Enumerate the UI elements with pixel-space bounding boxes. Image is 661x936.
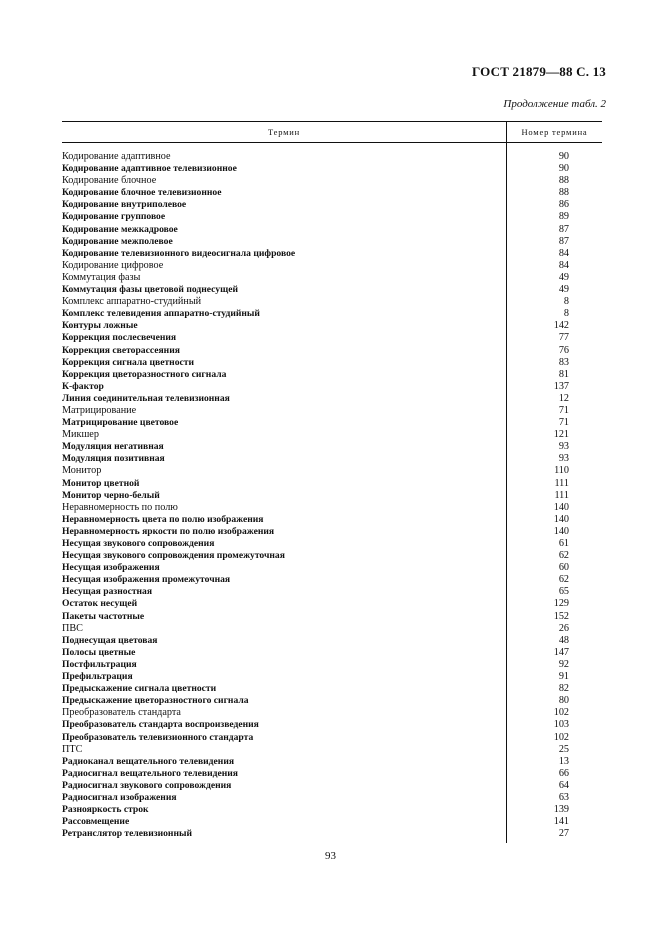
table-row [62,792,602,804]
term-number-cell: 142 [553,320,569,332]
table-row [62,272,602,284]
term-cell: Рассовмещение [62,816,130,828]
terms-table [62,121,602,840]
table-row [62,562,602,574]
term-number-cell: 92 [558,658,569,670]
term-cell: Полосы цветные [62,646,136,658]
term-number-cell: 140 [553,501,569,513]
term-cell: Коррекция светорассеяния [62,344,180,356]
term-number-cell: 49 [558,284,569,296]
table-row [62,574,602,586]
table-row [62,296,602,308]
term-cell: Коррекция послесвечения [62,332,177,344]
term-number-cell: 77 [558,332,569,344]
term-number-cell: 90 [558,163,569,175]
term-number-cell: 89 [558,211,569,223]
term-number-cell: 63 [558,791,569,803]
term-number-cell: 87 [558,235,569,247]
term-number-cell: 87 [558,223,569,235]
table-row [62,635,602,647]
term-cell: Кодирование адаптивное телевизионное [62,163,237,175]
term-number-cell: 82 [558,683,569,695]
term-cell: Преобразователь стандарта воспроизведения [62,719,259,731]
table-row [62,357,602,369]
term-cell: К-фактор [62,380,104,392]
term-cell: Монитор черно-белый [62,489,160,501]
term-number-cell: 64 [558,779,569,791]
table-row [62,405,602,417]
table-row [62,308,602,320]
term-cell: Монитор цветной [62,477,140,489]
term-cell: Кодирование блочное [62,175,157,187]
table-row [62,163,602,175]
term-cell: Модуляция позитивная [62,453,165,465]
table-row [62,611,602,623]
term-number-cell: 88 [558,187,569,199]
term-cell: Кодирование блочное телевизионное [62,187,222,199]
term-cell: Кодирование цифровое [62,259,164,271]
term-number-cell: 65 [558,586,569,598]
table-row [62,804,602,816]
table-row [62,260,602,272]
term-number-cell: 111 [554,477,569,489]
term-number-cell: 102 [553,731,569,743]
term-cell: Преобразователь телевизионного стандарта [62,731,254,743]
term-number-cell: 139 [553,804,569,816]
table-row [62,538,602,550]
term-number-cell: 147 [553,646,569,658]
term-cell: Коммутация фазы цветовой поднесущей [62,284,238,296]
term-cell: Коррекция цветоразностного сигнала [62,368,227,380]
table-row [62,732,602,744]
term-number-cell: 111 [554,489,569,501]
table-row [62,623,602,635]
term-cell: Кодирование межполевое [62,235,173,247]
term-cell: Кодирование межкадровое [62,223,178,235]
table-row [62,719,602,731]
term-number-cell: 66 [558,767,569,779]
table-continuation-note: Продолжение табл. 2 [503,98,606,110]
term-number-cell: 129 [553,598,569,610]
table-row [62,526,602,538]
table-row [62,441,602,453]
term-number-cell: 91 [558,671,569,683]
term-number-cell: 62 [558,574,569,586]
table-row [62,187,602,199]
term-cell: Постфильтрация [62,658,137,670]
column-header-term: Термин [267,127,301,137]
table-row [62,175,602,187]
term-cell: Неравномерность цвета по полю изображения [62,513,264,525]
table-header [62,121,602,143]
term-cell: ПВС [62,622,83,634]
table-body [62,143,602,840]
term-cell: Ретранслятор телевизионный [62,828,193,840]
table-row [62,393,602,405]
table-row [62,332,602,344]
table-row [62,248,602,260]
table-row [62,647,602,659]
table-row [62,490,602,502]
document-header: ГОСТ 21879—88 С. 13 [472,64,606,79]
term-number-cell: 12 [558,392,569,404]
term-number-cell: 60 [558,562,569,574]
table-row [62,199,602,211]
term-number-cell: 83 [558,356,569,368]
term-number-cell: 103 [553,719,569,731]
term-number-cell: 61 [558,538,569,549]
term-number-cell: 88 [558,175,569,187]
table-row [62,502,602,514]
term-cell: Коммутация фазы [62,271,141,283]
term-cell: Несущая изображения [62,562,160,574]
term-number-cell: 27 [558,828,569,840]
term-cell: Матрицирование цветовое [62,417,179,429]
term-number-cell: 8 [563,308,569,320]
table-row [62,429,602,441]
term-number-cell: 8 [563,296,569,308]
table-row [62,744,602,756]
term-cell: Коррекция сигнала цветности [62,356,195,368]
term-cell: Несущая изображения промежуточная [62,574,231,586]
term-cell: Радиоканал вещательного телевидения [62,755,235,767]
term-number-cell: 26 [558,622,569,634]
table-row [62,369,602,381]
table-row [62,236,602,248]
table-row [62,780,602,792]
table-row [62,284,602,296]
term-number-cell: 84 [558,259,569,271]
table-row [62,478,602,490]
table-row [62,224,602,236]
term-cell: Комплекс телевидения аппаратно-студийный [62,308,260,320]
term-cell: Предыскажение сигнала цветности [62,683,217,695]
term-cell: Остаток несущей [62,598,138,610]
page-number: 93 [325,850,336,862]
term-number-cell: 81 [558,368,569,380]
term-cell: ПТС [62,743,83,755]
table-row [62,756,602,768]
term-cell: Радиосигнал изображения [62,791,177,803]
term-number-cell: 93 [558,453,569,465]
term-cell: Несущая разностная [62,586,153,598]
term-number-cell: 13 [558,755,569,767]
table-row [62,514,602,526]
term-number-cell: 93 [558,441,569,453]
term-number-cell: 121 [553,429,569,441]
term-cell: Линия соединительная телевизионная [62,392,230,404]
term-cell: Кодирование внутриполевое [62,199,187,211]
column-header-number: Номер термина [521,127,588,137]
term-cell: Кодирование групповое [62,211,166,223]
table-row [62,683,602,695]
term-number-cell: 80 [558,695,569,707]
term-cell: Микшер [62,429,99,441]
term-cell: Радиосигнал вещательного телевидения [62,767,238,779]
term-cell: Радиосигнал звукового сопровождения [62,779,232,791]
table-row [62,828,602,840]
term-cell: Поднесущая цветовая [62,634,158,646]
term-number-cell: 137 [553,380,569,392]
table-row [62,586,602,598]
term-number-cell: 152 [553,610,569,622]
term-cell: Матрицирование [62,404,137,416]
term-number-cell: 25 [558,743,569,755]
term-cell: Комплекс аппаратно-студийный [62,296,202,308]
term-number-cell: 110 [554,465,569,477]
term-cell: Контуры ложные [62,320,138,332]
term-cell: Префильтрация [62,671,133,683]
term-number-cell: 86 [558,199,569,211]
term-cell: Кодирование телевизионного видеосигнала цифровое [62,247,296,259]
table-row [62,695,602,707]
term-number-cell: 102 [553,707,569,719]
table-row [62,659,602,671]
table-row [62,453,602,465]
table-row [62,151,602,163]
term-cell: Разнояркость строк [62,804,149,816]
table-row [62,598,602,610]
term-number-cell: 84 [558,247,569,259]
table-row [62,671,602,683]
term-number-cell: 90 [558,151,569,162]
term-cell: Пакеты частотные [62,610,145,622]
term-number-cell: 76 [558,344,569,356]
term-cell: Неравномерность по полю [62,501,178,513]
table-row [62,320,602,332]
table-row [62,381,602,393]
term-number-cell: 62 [558,550,569,562]
table-row [62,417,602,429]
table-row [62,345,602,357]
table-row [62,211,602,223]
term-cell: Преобразователь стандарта [62,707,181,719]
term-number-cell: 48 [558,634,569,646]
term-cell: Монитор [62,465,102,477]
term-cell: Предыскажение цветоразностного сигнала [62,695,249,707]
term-number-cell: 71 [558,404,569,416]
term-number-cell: 141 [553,816,569,828]
term-number-cell: 49 [558,271,569,283]
table-row [62,550,602,562]
term-cell: Несущая звукового сопровождения [62,538,215,549]
term-cell: Несущая звукового сопровождения промежуточная [62,550,285,562]
term-cell: Неравномерность яркости по полю изображения [62,525,275,537]
table-row [62,707,602,719]
table-row [62,816,602,828]
term-cell: Кодирование адаптивное [62,151,171,162]
term-cell: Модуляция негативная [62,441,164,453]
table-row [62,465,602,477]
table-row [62,768,602,780]
term-number-cell: 140 [553,525,569,537]
term-number-cell: 71 [558,417,569,429]
term-number-cell: 140 [553,513,569,525]
